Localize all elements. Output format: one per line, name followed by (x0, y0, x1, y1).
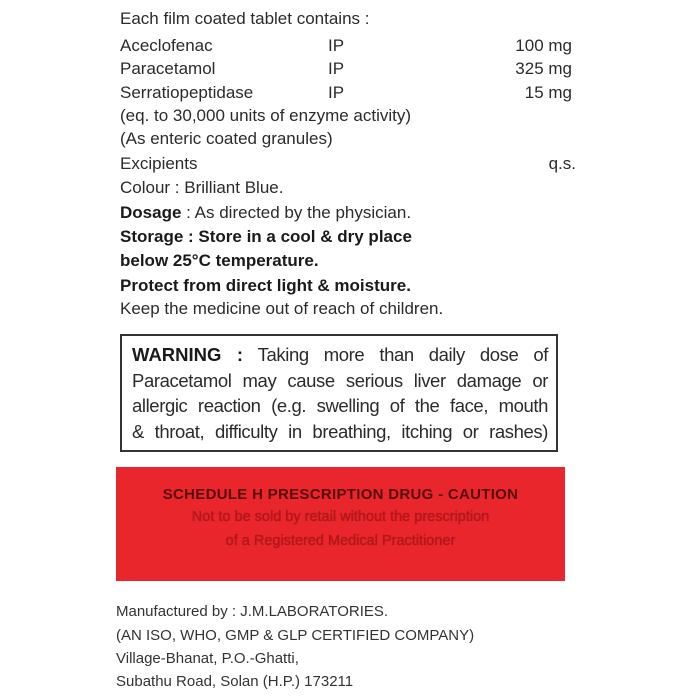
ingredient-qty: 15 mg (524, 83, 572, 102)
excipients-name: Excipients (120, 154, 198, 173)
excipients-qty: q.s. (548, 154, 576, 173)
composition-header: Each film coated tablet contains : (120, 9, 370, 28)
protect-line: Protect from direct light & moisture. (120, 276, 411, 295)
caution-title: SCHEDULE H PRESCRIPTION DRUG - CAUTION (162, 486, 519, 503)
warning-box (120, 334, 558, 452)
warning-line-1 (132, 342, 548, 368)
ingredient-qty: 325 mg (515, 59, 572, 78)
ingredient-row-aceclofenac (120, 35, 572, 57)
ingredient-name: Paracetamol (120, 59, 216, 78)
enzyme-activity-note: (eq. to 30,000 units of enzyme activity) (120, 106, 412, 125)
warning-line-1-text: Taking more than daily dose of (243, 344, 548, 365)
ingredient-name: Serratiopeptidase (120, 83, 254, 102)
dosage-text: : As directed by the physician. (181, 203, 412, 222)
warning-line-2: Paracetamol may cause serious liver damage or (132, 369, 548, 391)
schedule-h-caution-box (116, 467, 565, 581)
ingredient-grade: IP (328, 59, 345, 78)
excipients-row (120, 153, 576, 175)
manufacturer-line-4: Subathu Road, Solan (H.P.) 173211 (116, 673, 354, 690)
ingredient-row-paracetamol (120, 58, 572, 80)
ingredient-grade: IP (328, 83, 345, 102)
manufacturer-line-1: Manufactured by : J.M.LABORATORIES. (116, 603, 389, 620)
dosage-label: Dosage (120, 203, 182, 222)
storage-line-2: below 25°C temperature. (120, 251, 319, 270)
enteric-coating-note: (As enteric coated granules) (120, 129, 333, 148)
warning-label: WARNING : (132, 344, 243, 365)
warning-line-4: & throat, difficulty in breathing, itching or rashes) (132, 420, 548, 442)
ingredient-qty: 100 mg (515, 36, 572, 55)
ingredient-row-serratiopeptidase (120, 82, 572, 104)
manufacturer-line-2: (AN ISO, WHO, GMP & GLP CERTIFIED COMPANY) (116, 627, 475, 644)
caution-line-2: of a Registered Medical Practitioner (225, 533, 456, 549)
colour-line: Colour : Brilliant Blue. (120, 178, 284, 197)
caution-line-1: Not to be sold by retail without the prescription (191, 509, 490, 525)
ingredient-name: Aceclofenac (120, 36, 213, 55)
ingredient-grade: IP (328, 36, 345, 55)
manufacturer-line-3: Village-Bhanat, P.O.-Ghatti, (116, 650, 299, 667)
dosage-line (120, 202, 411, 224)
storage-line-1: Storage : Store in a cool & dry place (120, 227, 412, 246)
keep-away-line: Keep the medicine out of reach of children. (120, 299, 444, 318)
warning-line-3: allergic reaction (e.g. swelling of the face, mouth (132, 395, 548, 416)
